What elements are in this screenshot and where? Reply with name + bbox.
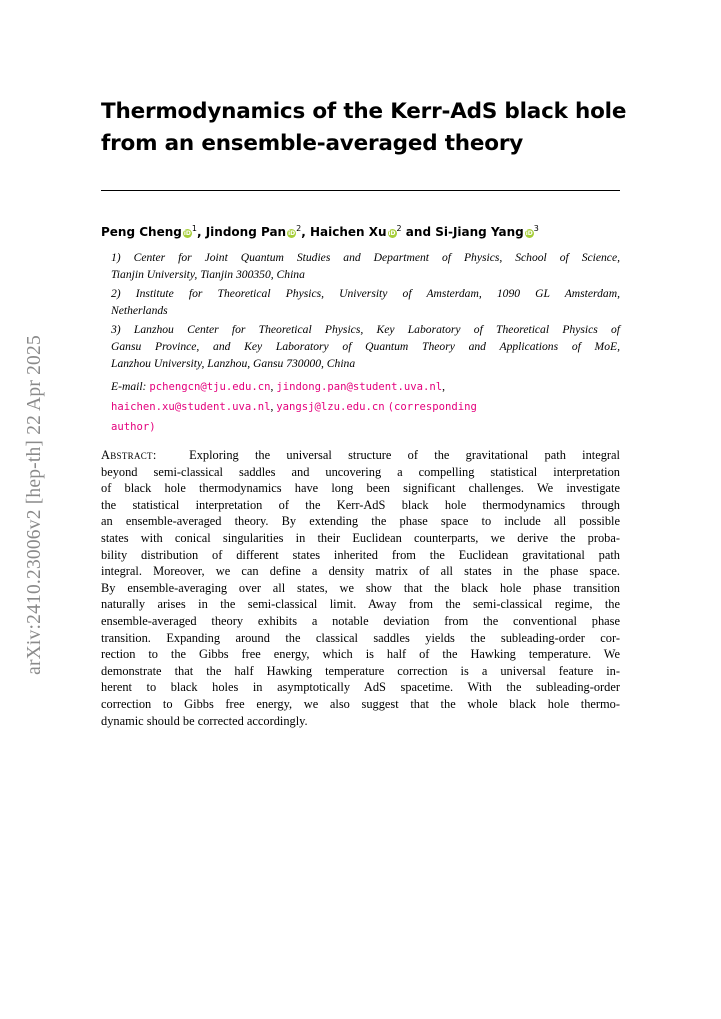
abstract-text: Exploring the universal structure of the gravitational path integral [189, 448, 620, 462]
email-link[interactable]: pchengcn@tju.edu.cn [149, 381, 271, 393]
abstract-line: demonstrate that the half Hawking temperature correction is a universal feature in- [101, 663, 620, 678]
abstract-line: integral. Moreover, we can define a density matrix of all states in the phase space. [101, 564, 620, 579]
affiliation-line: 1) Center for Joint Quantum Studies and Department of Physics, School of Science, [111, 251, 620, 264]
abstract-line: states with conical singularities in their Euclidean counterparts, we derive the proba- [101, 530, 620, 545]
email-link[interactable]: haichen.xu@student.uva.nl [111, 401, 271, 413]
abstract-heading: Abstract: [101, 448, 157, 462]
abstract-line: bility distribution of different states inherited from the Euclidean gravitational path [101, 547, 620, 562]
affiliation-line: Tianjin University, Tianjin 300350, China [111, 268, 305, 281]
abstract-line: of black hole thermodynamics have long been significant challenges. We investigate [101, 481, 620, 496]
author-affiliation-mark: 1 [191, 224, 197, 233]
abstract-line: naturally arises in the semi-classical limit. Away from the semi-classical regime, the [101, 597, 620, 612]
corresponding-note: author) [111, 421, 156, 433]
abstract [101, 447, 620, 729]
arxiv-identifier-stamp [20, 320, 50, 690]
affiliation-line: Lanzhou University, Lanzhou, Gansu 730000, China [111, 357, 356, 370]
email-block: E-mail: pchengcn@tju.edu.cn, jindong.pan@student.uva.nl, haichen.xu@student.uva.nl, yangsj@lzu.edu.cn (corresponding author) [111, 380, 477, 433]
abstract-line: an ensemble-averaged theory. By extending the phase space to include all possible [101, 514, 620, 529]
author-name: Si-Jiang Yang [435, 225, 524, 239]
affiliation-line: Gansu Province, and Key Laboratory of Quantum Theory and Applications of MoE, [111, 340, 620, 353]
author-name: Peng Cheng [101, 225, 182, 239]
orcid-icon[interactable]: iD [388, 230, 396, 237]
abstract-line: dynamic should be corrected accordingly. [101, 713, 308, 728]
author-name: Jindong Pan [205, 225, 287, 239]
abstract-line [101, 447, 620, 464]
author-separator: , [301, 225, 310, 239]
author-affiliation-mark: 2 [396, 224, 402, 233]
title-rule [101, 190, 620, 191]
arxiv-identifier-text: arXiv:2410.23006v2 [hep-th] 22 Apr 2025 [24, 335, 46, 675]
author-name: Haichen Xu [309, 225, 387, 239]
email-link[interactable]: yangsj@lzu.edu.cn [276, 401, 385, 413]
abstract-line: transition. Expanding around the classical saddles yields the subleading-order cor- [101, 630, 620, 645]
abstract-line: By ensemble-averaging over all states, we show that the black hole phase transition [101, 580, 620, 595]
email-link[interactable]: jindong.pan@student.uva.nl [276, 381, 443, 393]
affiliation-line: 2) Institute for Theoretical Physics, University of Amsterdam, 1090 GL Amsterdam, [111, 287, 620, 300]
email-label: E-mail: [111, 380, 147, 393]
paper-title [101, 96, 641, 160]
author-list [101, 225, 631, 239]
affiliation-2 [111, 285, 620, 319]
abstract-line: beyond semi-classical saddles and uncovering a compelling statistical interpretation [101, 464, 620, 479]
affiliation-3 [111, 321, 620, 372]
abstract-line: herent to black holes in asymptotically AdS spacetime. With the subleading-order [101, 680, 620, 695]
author-affiliation-mark: 2 [296, 224, 302, 233]
orcid-icon[interactable]: iD [183, 230, 191, 237]
title-line-1: Thermodynamics of the Kerr-AdS black hole [101, 99, 627, 124]
author-separator: and [401, 225, 436, 239]
author-separator: , [196, 225, 206, 239]
corresponding-note: (corresponding [387, 401, 477, 413]
affiliation-line: Netherlands [111, 304, 168, 317]
abstract-line: rection to the Gibbs free energy, which is half of the Hawking temperature. We [101, 647, 620, 662]
abstract-line: ensemble-averaged theory exhibits a notable deviation from the conventional phase [101, 613, 620, 628]
title-line-2: from an ensemble-averaged theory [101, 131, 524, 156]
abstract-line: the statistical interpretation of the Kerr-AdS black hole thermodynamics through [101, 497, 620, 512]
author-affiliation-mark: 3 [533, 224, 539, 233]
orcid-icon[interactable]: iD [525, 230, 533, 237]
orcid-icon[interactable]: iD [288, 230, 296, 237]
affiliation-line: 3) Lanzhou Center for Theoretical Physics, Key Laboratory of Theoretical Physics of [111, 323, 620, 336]
abstract-line: correction to Gibbs free energy, we also suggest that the whole black hole thermo- [101, 696, 620, 711]
affiliation-1 [111, 249, 620, 283]
